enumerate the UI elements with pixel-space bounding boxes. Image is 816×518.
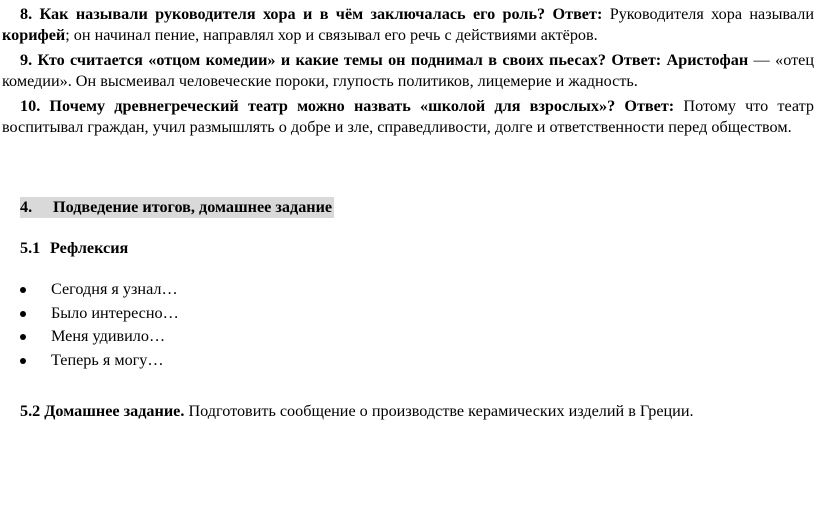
answer-8-term: корифей bbox=[2, 26, 66, 44]
list-item-text: Теперь я могу… bbox=[51, 350, 164, 369]
list-item-text: Было интересно… bbox=[51, 303, 179, 322]
list-item-text: Сегодня я узнал… bbox=[51, 280, 178, 298]
list-item bbox=[20, 350, 179, 374]
homework-text: Подготовить сообщение о производстве керамических изделий в Греции. bbox=[184, 402, 694, 420]
reflection-list bbox=[20, 279, 179, 373]
bullet-icon bbox=[20, 279, 51, 303]
answer-9: — «отец комедии». Он высмеивал человеческие пороки, глупость политиков, лицемерие и жадность. bbox=[2, 51, 814, 90]
question-9: 9. Кто считается «отцом комедии» и какие темы он поднимал в своих пьесах? Ответ: Аристофан bbox=[20, 51, 749, 69]
list-item bbox=[20, 326, 179, 350]
document-page bbox=[2, 4, 814, 138]
reflection-title: Рефлексия bbox=[50, 239, 129, 257]
section-title: Подведение итогов, домашнее задание bbox=[53, 198, 333, 216]
qa-item-10 bbox=[2, 96, 814, 138]
list-item bbox=[20, 303, 179, 327]
question-8: 8. Как называли руководителя хора и в чём заключалась его роль? Ответ: bbox=[20, 5, 603, 23]
answer-10: Потому что театр воспитывал граждан, учил размышлять о добре и зле, справедливости, долге и ответственности перед обществом. bbox=[2, 97, 814, 136]
bullet-icon bbox=[20, 350, 51, 374]
answer-8-pre: Руководителя хора называли bbox=[602, 5, 814, 23]
qa-item-9 bbox=[2, 50, 814, 92]
section-heading bbox=[20, 197, 334, 218]
list-item-text: Меня удивило… bbox=[51, 327, 166, 345]
list-item bbox=[20, 279, 179, 303]
reflection-number: 5.1 bbox=[20, 239, 41, 257]
bullet-icon bbox=[20, 303, 51, 327]
homework-label: 5.2 Домашнее задание. bbox=[20, 402, 185, 420]
section-number: 4. bbox=[20, 198, 33, 216]
qa-item-8 bbox=[2, 4, 814, 46]
reflection-heading bbox=[20, 238, 128, 259]
homework bbox=[20, 401, 694, 422]
answer-8-post: ; он начинал пение, направлял хор и связывал его речь с действиями актёров. bbox=[65, 26, 598, 44]
bullet-icon bbox=[20, 326, 51, 350]
question-10: 10. Почему древнегреческий театр можно назвать «школой для взрослых»? Ответ: bbox=[20, 97, 675, 115]
